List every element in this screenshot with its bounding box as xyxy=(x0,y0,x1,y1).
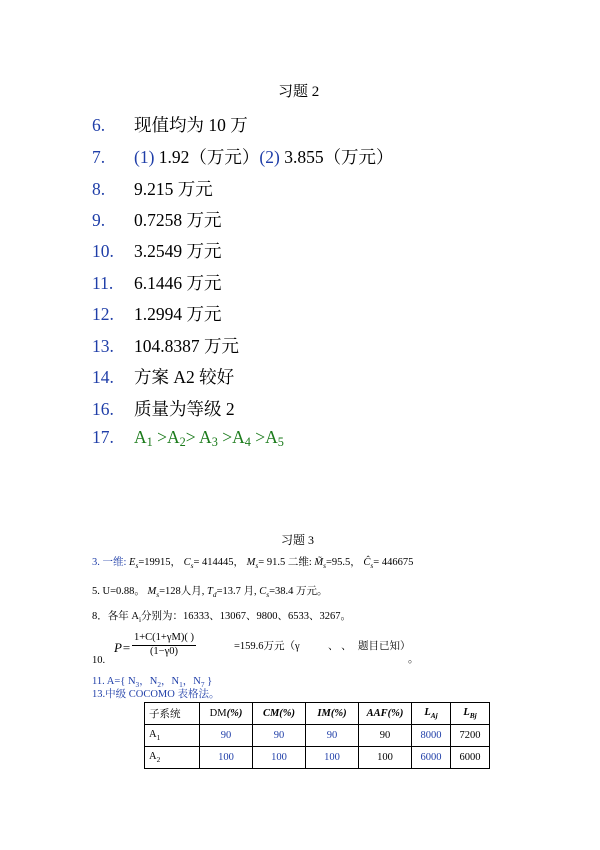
table-header: AAF(%) xyxy=(359,703,412,725)
table-header: 子系统 xyxy=(145,703,200,725)
list-item: 8. 9.215 万元 xyxy=(92,179,213,199)
list-item: 12. 1.2994 万元 xyxy=(92,304,222,324)
list-item: 9. 0.7258 万元 xyxy=(92,210,222,230)
table-header: DM(%) xyxy=(200,703,253,725)
table-header: $L_{Aj}$ xyxy=(412,703,451,725)
cocomo-table xyxy=(144,702,490,769)
table-header: $L_{Bj}$ xyxy=(451,703,490,725)
list-item: 13. 104.8387 万元 xyxy=(92,336,239,356)
list-item: 14. 方案 A2 较好 xyxy=(92,367,235,387)
table-header: CM(%) xyxy=(253,703,306,725)
answer-5: 5. U=0.88。 $M_s=128$人月, $T_d=13.7$ 月, $C_s=38.4$ 万元。 xyxy=(92,586,328,599)
table-row: $A_1$ 90 90 90 90 8000 7200 xyxy=(145,725,490,747)
list-item: 11. 6.1446 万元 xyxy=(92,273,222,293)
table-header-row xyxy=(145,703,490,725)
table-header: IM(%) xyxy=(306,703,359,725)
formula-fraction: $\frac{1+C(1+\gamma M)( )}{(1-\gamma 0)}$ xyxy=(134,632,194,657)
answer-11: 11. A={ $N_3$，$N_2$，$N_1$，$N_7$ } xyxy=(92,676,213,689)
list-item: 7. (1) 1.92（万元）(2) 3.855（万元） xyxy=(92,147,394,167)
list-item: 6. 现值均为 10 万 xyxy=(92,115,248,135)
list-item: 17. $A_1 >A_2> A_3 >A_4 >A_5$ xyxy=(92,427,284,449)
answer-10: 10. P= $\frac{1+C(1+\gamma M)( )}{(1-\gamma 0)}$ =159.6万元（γ 、 、 题目已知） 。 xyxy=(92,632,419,666)
answer-13: 13.中级 COCOMO 表格法。 xyxy=(92,689,220,700)
ranking-text: $A_1 >A_2> A_3 >A_4 >A_5$ xyxy=(134,427,284,449)
list-item: 16. 质量为等级 2 xyxy=(92,399,235,419)
answer-8: 8．各年 $A_i$分别为：16333、13067、9800、6533、3267。 xyxy=(92,611,352,624)
answer-3: 3. 一维: $E_s=19915$， $C_s= 414445$， $M_s= 91.5$ 二维: $M̃_s=95.5$， $Ĉ_s= 446675$ xyxy=(92,557,414,570)
section2-title: 习题 2 xyxy=(278,84,320,100)
list-item: 10. 3.2549 万元 xyxy=(92,241,222,261)
section3-title: 习题 3 xyxy=(281,533,315,547)
table-row: $A_2$ 100 100 100 100 6000 6000 xyxy=(145,747,490,769)
